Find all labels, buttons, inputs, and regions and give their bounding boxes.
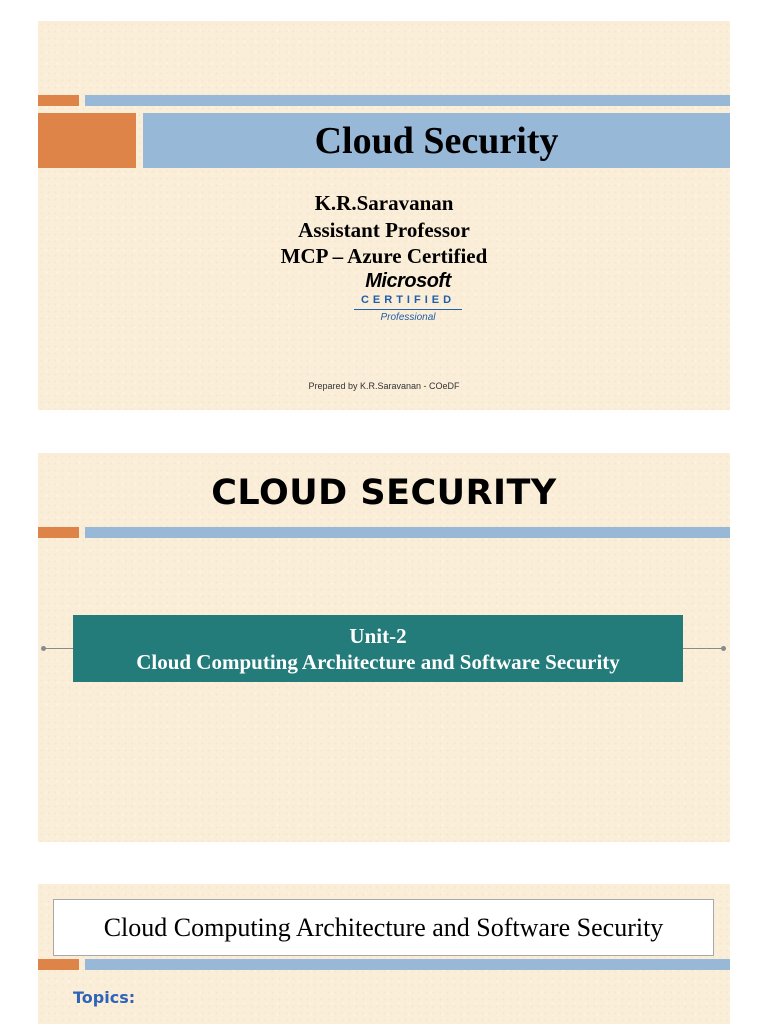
topics-heading: Topics: [73, 988, 136, 1007]
slide-footer: Prepared by K.R.Saravanan - COeDF [308, 381, 460, 391]
connector-dot-right [721, 646, 726, 651]
accent-block-orange [38, 113, 136, 168]
slide-title: Cloud Security [314, 119, 559, 162]
accent-bar-orange-thin [38, 95, 79, 106]
logo-level-text: Professional [380, 312, 436, 323]
accent-bar-orange-thin [38, 527, 79, 538]
slide-topics [38, 884, 730, 1024]
logo-brand-text: Microsoft [365, 270, 451, 292]
slide-title-cloud-security [38, 21, 730, 410]
unit-label: Unit-2 [349, 623, 407, 648]
unit-subtitle: Cloud Computing Architecture and Software Security [136, 649, 620, 674]
logo-certified-text: CERTIFIED [360, 294, 456, 306]
connector-dot-left [41, 646, 46, 651]
slide-unit-2 [38, 453, 730, 842]
accent-bar-blue-thin [85, 95, 730, 106]
slide-title: CLOUD SECURITY [211, 473, 557, 513]
logo-divider [354, 309, 462, 310]
microsoft-certified-logo [350, 271, 466, 327]
unit-banner [73, 615, 683, 682]
slide-title-box: Cloud Computing Architecture and Software Security [53, 899, 714, 956]
accent-bar-orange-thin [38, 959, 79, 970]
accent-bar-blue-thin [85, 527, 730, 538]
author-role: Assistant Professor [298, 218, 470, 242]
accent-bar-blue-thin [85, 959, 730, 970]
author-certification: MCP – Azure Certified [280, 244, 488, 268]
author-name: K.R.Saravanan [314, 191, 454, 215]
